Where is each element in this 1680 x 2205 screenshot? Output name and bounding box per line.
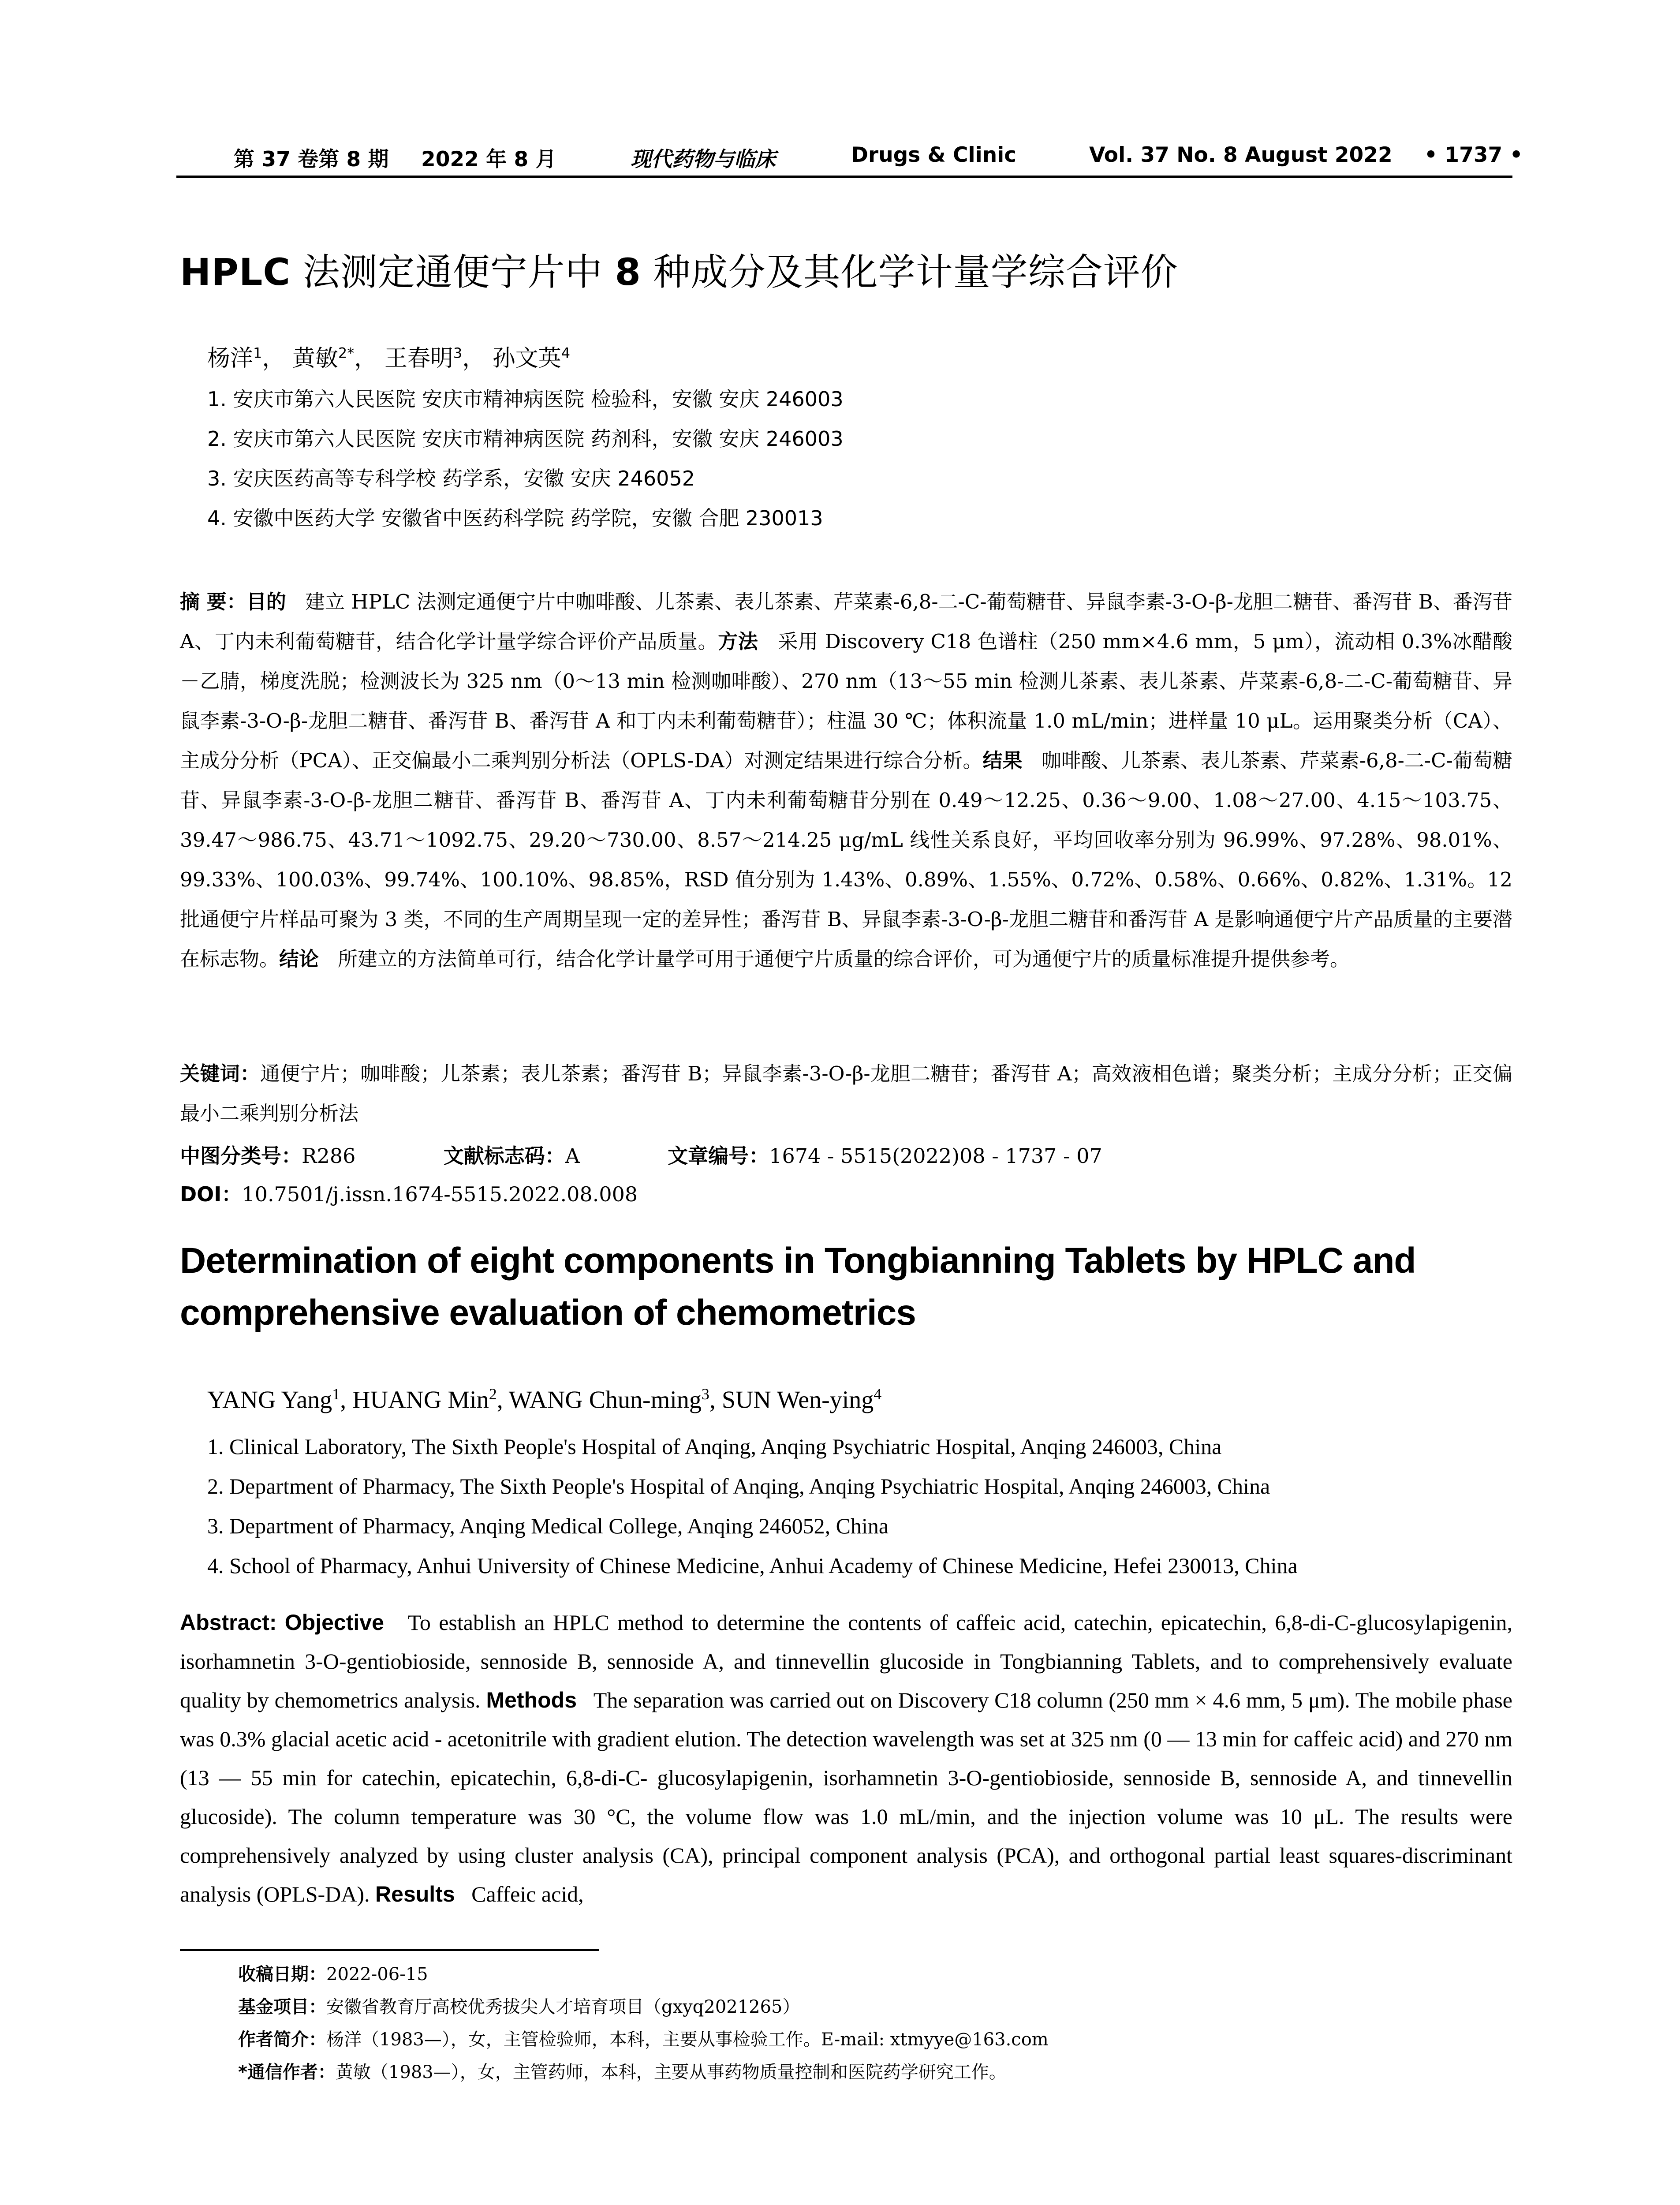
conclusion-cn-text: 所建立的方法简单可行，结合化学计量学可用于通便宁片质量的综合评价，可为通便宁片的质量标准提升提供参考。 (337, 947, 1350, 971)
results-en-label: Results (375, 1882, 455, 1906)
author-en: HUANG Min (352, 1386, 489, 1414)
author-cn-sup: 1 (253, 344, 262, 362)
doc-code-label: 文献标志码： (443, 1144, 565, 1168)
article-no-value: 1674 - 5515(2022)08 - 1737 - 07 (769, 1144, 1102, 1168)
footnote-author-bio (238, 2023, 1049, 2056)
methods-cn-text: 采用 Discovery C18 色谱柱（250 mm×4.6 mm，5 μm），流动相 0.3%冰醋酸－乙腈，梯度洗脱；检测波长为 325 nm（0～13 min 检测咖啡酸）、270 nm（13～55 min 检测儿茶素、表儿茶素、芹菜素-6,8-二-C-葡萄糖苷、异鼠李素-3-O-β-龙胆二糖苷、番泻苷 B、番泻苷 A 和丁内未利葡萄糖苷）；柱温 30 ℃；体积流量 1.0 mL/min；进样量 10 μL。运用聚类分析（CA）、主成分分析（PCA）、正交偏最小二乘判别分析法（OPLS-DA）对测定结果进行综合分析。 (180, 630, 1512, 772)
header-journal-en: Drugs & Clinic (851, 143, 1017, 167)
author-en-sup: 1 (332, 1385, 340, 1403)
clc-value: R286 (302, 1144, 356, 1168)
author-en-sup: 4 (874, 1385, 882, 1403)
footnote-funding (238, 1991, 1049, 2023)
methods-en-label: Methods (486, 1688, 577, 1712)
objective-en-text: To establish an HPLC method to determine the contents of caffeic acid, catechin, epicatechin, 6,8-di-C-glucosylapigenin, isorhamnetin 3-O-gentiobioside, sennoside B, sennoside A, and tinnevellin glucoside in Tongbianning Tablets, and to comprehensively evaluate quality by chemometrics analysis. (180, 1610, 1512, 1712)
author-en: WANG Chun-ming (508, 1386, 702, 1414)
footnote-text: 安徽省教育厅高校优秀拔尖人才培育项目（gxyq2021265） (326, 1997, 800, 2017)
running-header (176, 140, 1523, 178)
classification-line (180, 1140, 1102, 1169)
title-cn (180, 243, 1178, 296)
conclusion-cn-label: 结论 (279, 947, 319, 971)
title-cn-prefix: HPLC (180, 250, 291, 294)
footnote-label: 收稿日期： (238, 1964, 326, 1984)
header-volume-en: Vol. 37 No. 8 August 2022 (1089, 143, 1393, 167)
authors-en: YANG Yang$^1$, HUANG Min$^2$, WANG Chun-ming$^3$, SUN Wen-ying$^4$ (207, 1385, 882, 1414)
methods-cn-label: 方法 (718, 630, 758, 653)
affiliation-en: 1. Clinical Laboratory, The Sixth People's Hospital of Anqing, Anqing Psychiatric Hospital, Anqing 246003, China (207, 1434, 1222, 1459)
title-cn-suffix: 种成分及其化学计量学综合评价 (641, 250, 1178, 294)
affiliation-en: 4. School of Pharmacy, Anhui University of Chinese Medicine, Anhui Academy of Chinese Medicine, Hefei 230013, China (207, 1553, 1298, 1578)
author-cn-sup: 2* (338, 344, 355, 362)
author-cn-sup: 3 (453, 344, 463, 362)
author-en-sup: 2 (489, 1385, 497, 1403)
results-cn-label: 结果 (982, 749, 1023, 772)
header-volume-issue: 第 37 卷第 8 期 (234, 147, 389, 172)
keywords-cn (180, 1054, 1512, 1133)
doi-line (180, 1178, 638, 1207)
footnote-text: 黄敏（1983—），女，主管药师，本科，主要从事药物质量控制和医院药学研究工作。 (335, 2062, 1007, 2082)
article-no-label: 文章编号： (668, 1144, 769, 1168)
author-cn: 孙文英 (492, 345, 561, 372)
doi-label: DOI： (180, 1182, 242, 1206)
keywords-text: 通便宁片；咖啡酸；儿茶素；表儿茶素；番泻苷 B；异鼠李素-3-O-β-龙胆二糖苷；番泻苷 A；高效液相色谱；聚类分析；主成分分析；正交偏最小二乘判别分析法 (180, 1062, 1512, 1125)
results-cn-text: 咖啡酸、儿茶素、表儿茶素、芹菜素-6,8-二-C-葡萄糖苷、异鼠李素-3-O-β-龙胆二糖苷、番泻苷 B、番泻苷 A、丁内未利葡萄糖苷分别在 0.49～12.25、0.36～9.00、1.08～27.00、4.15～103.75、39.47～986.75、43.71～1092.75、29.20～730.00、8.57～214.25 μg/mL 线性关系良好，平均回收率分别为 96.99%、97.28%、98.01%、99.33%、100.03%、99.74%、100.10%、98.85%，RSD 值分别为 1.43%、0.89%、1.55%、0.72%、0.58%、0.66%、0.82%、1.31%。12 批通便宁片样品可聚为 3 类，不同的生产周期呈现一定的差异性；番泻苷 B、异鼠李素-3-O-β-龙胆二糖苷和番泻苷 A 是影响通便宁片产品质量的主要潜在标志物。 (180, 749, 1512, 971)
results-en-text: Caffeic acid, (471, 1882, 584, 1906)
author-en: YANG Yang (207, 1386, 332, 1414)
doc-code-value: A (565, 1144, 580, 1168)
author-cn-sup: 4 (561, 344, 571, 362)
author-cn: 杨洋 (207, 345, 254, 372)
affiliation-en: 2. Department of Pharmacy, The Sixth People's Hospital of Anqing, Anqing Psychiatric Hospital, Anqing 246003, China (207, 1474, 1270, 1499)
abstract-en (180, 1603, 1512, 1913)
footnote-divider (180, 1949, 599, 1951)
affiliations-en (207, 1427, 1530, 1585)
affiliation-cn: 4. 安徽中医药大学 安徽省中医药科学院 药学院，安徽 合肥 230013 (207, 506, 823, 530)
affiliation-cn: 2. 安庆市第六人民医院 安庆市精神病医院 药剂科，安徽 安庆 246003 (207, 427, 844, 451)
methods-en-text: The separation was carried out on Discovery C18 column (250 mm × 4.6 mm, 5 μm). The mobile phase was 0.3% glacial acetic acid - acetonitrile with gradient elution. The detection wavelength was set at 325 nm (0 — 13 min for caffeic acid) and 270 nm (13 — 55 min for catechin, epicatechin, 6,8-di-C- glucosylapigenin, isorhamnetin 3-O-gentiobioside, sennoside B, sennoside A, and tinnevellin glucoside). The column temperature was 30 °C, the volume flow was 1.0 mL/min, and the injection volume was 10 μL. The results were comprehensively analyzed by using cluster analysis (CA), principal component analysis (PCA), and orthogonal partial least squares-discriminant analysis (OPLS-DA). (180, 1688, 1512, 1906)
header-date: 2022 年 8 月 (421, 147, 556, 172)
footnote-label: *通信作者： (238, 2062, 336, 2082)
keywords-label: 关键词： (180, 1062, 260, 1085)
affiliation-cn: 3. 安庆医药高等专科学校 药学系，安徽 安庆 246052 (207, 467, 695, 490)
footnote-label: 基金项目： (238, 1997, 326, 2017)
author-en: SUN Wen-ying (721, 1386, 874, 1414)
footnote-text: 2022-06-15 (326, 1964, 428, 1984)
abstract-cn (180, 582, 1512, 979)
authors-cn: 杨洋$^1$， 黄敏$^{2*}$， 王春明$^3$， 孙文英$^4$ (207, 344, 571, 372)
affiliations-cn (207, 379, 1530, 538)
author-cn: 黄敏 (292, 345, 338, 372)
title-cn-middle: 法测定通便宁片中 (291, 250, 615, 294)
title-cn-num: 8 (615, 250, 641, 294)
abstract-cn-label: 摘 要： (180, 590, 246, 613)
affiliation-cn: 1. 安庆市第六人民医院 安庆市精神病医院 检验科，安徽 安庆 246003 (207, 387, 844, 411)
author-en-sup: 3 (701, 1385, 709, 1403)
title-en: Determination of eight components in Tongbianning Tablets by HPLC and comprehensive evaluation of chemometrics (180, 1241, 1416, 1333)
author-cn: 王春明 (384, 345, 453, 372)
doi-value: 10.7501/j.issn.1674-5515.2022.08.008 (242, 1182, 638, 1206)
footnotes (238, 1958, 1049, 2089)
footnote-label: 作者简介： (238, 2029, 326, 2050)
abstract-en-label: Abstract: (180, 1610, 277, 1635)
objective-cn-label: 目的 (246, 590, 286, 613)
affiliation-en: 3. Department of Pharmacy, Anqing Medical College, Anqing 246052, China (207, 1514, 889, 1538)
objective-cn-text: 建立 HPLC 法测定通便宁片中咖啡酸、儿茶素、表儿茶素、芹菜素-6,8-二-C-葡萄糖苷、异鼠李素-3-O-β-龙胆二糖苷、番泻苷 B、番泻苷 A、丁内未利葡萄糖苷，结合化学计量学综合评价产品质量。 (180, 590, 1512, 653)
clc-label: 中图分类号： (180, 1144, 302, 1168)
footnote-corresponding (238, 2056, 1049, 2089)
header-journal-cn: 现代药物与临床 (631, 147, 776, 172)
header-page-number: • 1737 • (1424, 143, 1523, 167)
objective-en-label: Objective (284, 1610, 384, 1635)
footnote-text: 杨洋（1983—），女，主管检验师，本科，主要从事检验工作。E-mail: xtmyye@163.com (326, 2029, 1049, 2050)
footnote-received (238, 1958, 1049, 1991)
